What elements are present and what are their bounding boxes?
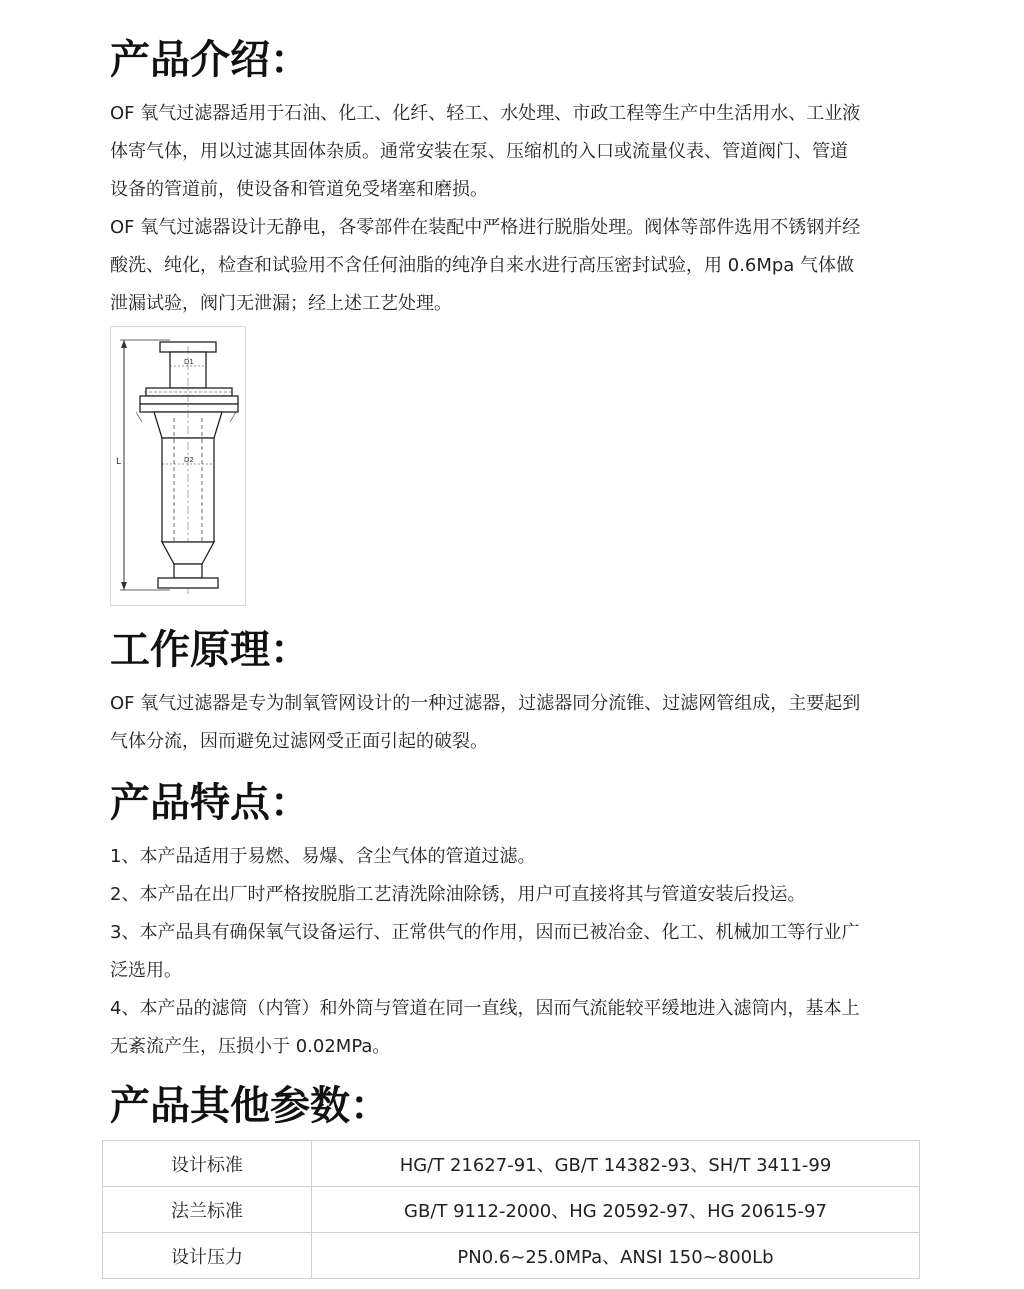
params-heading: 产品其他参数： (110, 1083, 390, 1129)
param-key: 法兰标准 (103, 1187, 312, 1233)
label-d1: D1 (184, 358, 194, 366)
text-line: 体寄气体，用以过滤其固体杂质。通常安装在泵、压缩机的入口或流量仪表、管道阀门、管道 (110, 141, 848, 162)
param-key: 设计压力 (103, 1233, 312, 1279)
list-item: 无紊流产生，压损小于 0.02MPa。 (110, 1036, 391, 1057)
param-value: PN0.6~25.0MPa、ANSI 150~800Lb (312, 1233, 920, 1279)
intro-heading: 产品介绍： (110, 37, 310, 83)
list-item: 2、本产品在出厂时严格按脱脂工艺清洗除油除锈，用户可直接将其与管道安装后投运。 (110, 884, 806, 905)
label-d2: D2 (184, 456, 194, 464)
text-line: 气体分流，因而避免过滤网受正面引起的破裂。 (110, 731, 488, 752)
intro-paragraph-1 (110, 95, 920, 209)
list-item: 3、本产品具有确保氧气设备运行、正常供气的作用，因而已被冶金、化工、机械加工等行业广 (110, 922, 860, 943)
principle-heading: 工作原理： (110, 627, 310, 673)
features-list (110, 838, 920, 1066)
list-item: 泛选用。 (110, 960, 182, 981)
principle-paragraph (110, 685, 920, 761)
params-table (102, 1140, 920, 1279)
list-item: 4、本产品的滤筒（内管）和外筒与管道在同一直线，因而气流能较平缓地进入滤筒内，基本上 (110, 998, 860, 1019)
table-row (103, 1141, 920, 1187)
features-heading: 产品特点： (110, 780, 310, 826)
text-line: OF 氧气过滤器是专为制氧管网设计的一种过滤器，过滤器同分流锥、过滤网管组成，主要起到 (110, 693, 861, 714)
text-line: OF 氧气过滤器设计无静电，各零部件在装配中严格进行脱脂处理。阀体等部件选用不锈钢并经 (110, 217, 861, 238)
text-line: 设备的管道前，使设备和管道免受堵塞和磨损。 (110, 179, 488, 200)
text-line: 泄漏试验，阀门无泄漏；经上述工艺处理。 (110, 293, 452, 314)
filter-technical-drawing (110, 326, 246, 606)
list-item: 1、本产品适用于易燃、易爆、含尘气体的管道过滤。 (110, 846, 536, 867)
table-row (103, 1233, 920, 1279)
text-line: 酸洗、纯化，检查和试验用不含任何油脂的纯净自来水进行高压密封试验，用 0.6Mpa 气体做 (110, 255, 855, 276)
label-l: L (116, 457, 122, 467)
text-line: OF 氧气过滤器适用于石油、化工、化纤、轻工、水处理、市政工程等生产中生活用水、工业液 (110, 103, 861, 124)
table-row (103, 1187, 920, 1233)
intro-paragraph-2 (110, 209, 920, 323)
param-value: HG/T 21627-91、GB/T 14382-93、SH/T 3411-99 (312, 1141, 920, 1187)
param-value: GB/T 9112-2000、HG 20592-97、HG 20615-97 (312, 1187, 920, 1233)
param-key: 设计标准 (103, 1141, 312, 1187)
